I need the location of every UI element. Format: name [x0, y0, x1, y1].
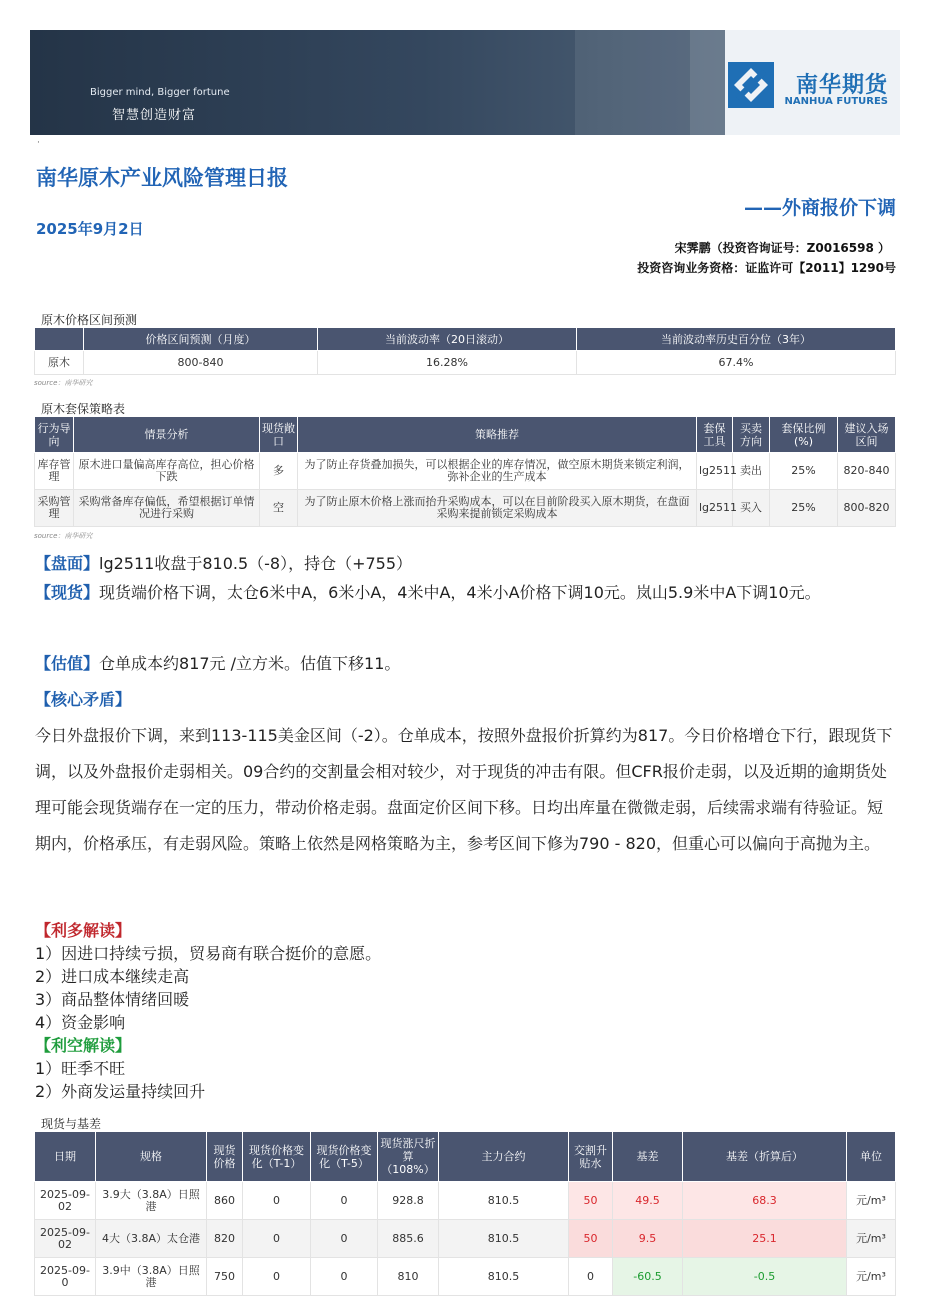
header-banner — [30, 30, 900, 135]
valuation-text: 仓单成本约817元 /立方米。估值下移11。 — [99, 654, 401, 673]
table-cell: 25.1 — [683, 1220, 847, 1258]
table-cell: 0 — [243, 1220, 311, 1258]
table-cell: 885.6 — [378, 1220, 439, 1258]
table-header: 现货价格变化（T-5） — [311, 1132, 378, 1182]
table-row — [35, 490, 896, 527]
table-header: 交割升贴水 — [569, 1132, 613, 1182]
table-cell: 卖出 — [733, 453, 770, 490]
table-cell: 3.9中（3.8A）日照港 — [96, 1258, 207, 1296]
source-note: source：南华研究 — [34, 532, 93, 540]
table-cell: 928.8 — [378, 1182, 439, 1220]
list-item: 4）资金影响 — [35, 1013, 126, 1032]
table-header — [35, 328, 84, 351]
table-cell: 元/m³ — [847, 1220, 896, 1258]
table-header: 情景分析 — [74, 417, 260, 453]
table-header: 建议入场区间 — [838, 417, 896, 453]
table3-label: 现货与基差 — [41, 1117, 102, 1131]
table-row — [35, 1258, 896, 1296]
table-row — [35, 351, 896, 375]
table-cell: 2025-09-02 — [35, 1182, 96, 1220]
table-header: 现货价格 — [207, 1132, 243, 1182]
spot-basis-table — [34, 1131, 896, 1296]
valuation-section — [35, 646, 895, 682]
table-cell: 0 — [243, 1182, 311, 1220]
table-cell: 49.5 — [613, 1182, 683, 1220]
table1-label: 原木价格区间预测 — [41, 313, 138, 327]
table-header: 套保比例(%) — [770, 417, 838, 453]
market-text: lg2511收盘于810.5（-8），持仓（+755） — [99, 554, 413, 573]
bullish-tag: 【利多解读】 — [35, 921, 132, 940]
table-header: 日期 — [35, 1132, 96, 1182]
separator-dot: · — [37, 138, 40, 148]
table-cell: 库存管理 — [35, 453, 74, 490]
table-cell: 800-840 — [84, 351, 318, 375]
table-header-row — [35, 1132, 896, 1182]
table-header: 现货涨尺折算（108%） — [378, 1132, 439, 1182]
table-cell: 50 — [569, 1182, 613, 1220]
table-cell: 810.5 — [439, 1258, 569, 1296]
table-cell: 0 — [311, 1182, 378, 1220]
table-cell: 0 — [569, 1258, 613, 1296]
table-cell: 67.4% — [577, 351, 896, 375]
table-cell: 16.28% — [318, 351, 577, 375]
table-cell: 0 — [243, 1258, 311, 1296]
table-cell: 3.9大（3.8A）日照港 — [96, 1182, 207, 1220]
table-header-row — [35, 328, 896, 351]
table-cell: 4大（3.8A）太仓港 — [96, 1220, 207, 1258]
table-cell: 原木 — [35, 351, 84, 375]
table-row — [35, 1220, 896, 1258]
table-cell: 空 — [260, 490, 298, 527]
table-row — [35, 1182, 896, 1220]
table-cell: 860 — [207, 1182, 243, 1220]
list-item: 1）旺季不旺 — [35, 1059, 126, 1078]
spot-section — [35, 574, 895, 611]
table-cell: 820 — [207, 1220, 243, 1258]
logo-text-en: NANHUA FUTURES — [784, 96, 888, 107]
core-tag-line — [35, 682, 895, 718]
table-cell: 750 — [207, 1258, 243, 1296]
table-cell: 采购常备库存偏低，希望根据订单情况进行采购 — [74, 490, 260, 527]
table-cell: 为了防止原木价格上涨而抬升采购成本，可以在目前阶段买入原木期货，在盘面采购来提前锁定采购成本 — [298, 490, 697, 527]
table-header: 现货价格变化（T-1） — [243, 1132, 311, 1182]
license-line: 投资咨询业务资格：证监许可【2011】1290号 — [637, 261, 896, 275]
table2-label: 原木套保策略表 — [41, 402, 126, 416]
table-cell: 9.5 — [613, 1220, 683, 1258]
list-item: 2）外商发运量持续回升 — [35, 1082, 206, 1101]
table-header-row — [35, 417, 896, 453]
section-tag-spot: 【现货】 — [35, 583, 100, 602]
table-cell: 50 — [569, 1220, 613, 1258]
table-cell: 68.3 — [683, 1182, 847, 1220]
table-cell: 为了防止存货叠加损失，可以根据企业的库存情况，做空原木期货来锁定利润，弥补企业的生产成本 — [298, 453, 697, 490]
table-header: 行为导向 — [35, 417, 74, 453]
list-item: 3）商品整体情绪回暖 — [35, 990, 190, 1009]
bearish-tag: 【利空解读】 — [35, 1036, 132, 1055]
table-cell: -60.5 — [613, 1258, 683, 1296]
table-cell: 0 — [311, 1220, 378, 1258]
report-title: 南华原木产业风险管理日报 — [36, 166, 288, 190]
table-header: 单位 — [847, 1132, 896, 1182]
table-cell: 元/m³ — [847, 1258, 896, 1296]
table-header: 主力合约 — [439, 1132, 569, 1182]
list-item: 2）进口成本继续走高 — [35, 967, 190, 986]
table-header: 当前波动率（20日滚动） — [318, 328, 577, 351]
table-header: 基差（折算后） — [683, 1132, 847, 1182]
table-cell: 25% — [770, 453, 838, 490]
table-header: 买卖方向 — [733, 417, 770, 453]
table-cell: 810 — [378, 1258, 439, 1296]
section-tag-market: 【盘面】 — [35, 554, 100, 573]
logo-area — [725, 30, 900, 135]
table-header: 价格区间预测（月度） — [84, 328, 318, 351]
table-row — [35, 453, 896, 490]
section-tag-valuation: 【估值】 — [35, 654, 100, 673]
table-cell: 800-820 — [838, 490, 896, 527]
table-header: 策略推荐 — [298, 417, 697, 453]
logo-text-cn: 南华期货 — [795, 73, 888, 98]
spot-text: 现货端价格下调，太仓6米中A，6米小A，4米中A，4米小A价格下调10元。岚山5.9米中A下调10元。 — [99, 583, 821, 602]
author-line: 宋霁鹏（投资咨询证号：Z0016598 ） — [674, 241, 890, 255]
list-item: 1）因进口持续亏损，贸易商有联合挺价的意愿。 — [35, 944, 382, 963]
table-cell: 采购管理 — [35, 490, 74, 527]
report-subtitle: ——外商报价下调 — [743, 197, 896, 219]
core-analysis-text: 今日外盘报价下调，来到113-115美金区间（-2）。仓单成本，按照外盘报价折算约为817。今日价格增仓下行，跟现货下调，以及外盘报价走弱相关。09合约的交割量会相对较少，对于现货的冲击有限。但CFR报价走弱，以及近期的逾期货处理可能会现货端存在一定的压力，带动价格走弱。盘面定价区间下移。日均出库量在微微走弱，后续需求端有待验证。短期内，价格承压，有走弱风险。策略上依然是网格策略为主，参考区间下修为790 - 820，但重心可以偏向于高抛为主。 — [35, 726, 893, 853]
nanhua-logo-icon — [728, 62, 774, 108]
table-cell: 810.5 — [439, 1182, 569, 1220]
table-cell: 元/m³ — [847, 1182, 896, 1220]
table-cell: 多 — [260, 453, 298, 490]
slogan-en: Bigger mind, Bigger fortune — [90, 87, 230, 98]
table-cell: lg2511 — [697, 490, 733, 527]
table-header: 规格 — [96, 1132, 207, 1182]
table-cell: 810.5 — [439, 1220, 569, 1258]
report-date: 2025年9月2日 — [36, 220, 144, 238]
section-tag-core: 【核心矛盾】 — [35, 690, 132, 709]
table-header: 当前波动率历史百分位（3年） — [577, 328, 896, 351]
table-header: 现货敞口 — [260, 417, 298, 453]
table-cell: -0.5 — [683, 1258, 847, 1296]
table-cell: lg2511 — [697, 453, 733, 490]
table-cell: 原木进口量偏高库存高位，担心价格下跌 — [74, 453, 260, 490]
table-cell: 820-840 — [838, 453, 896, 490]
table-cell: 2025-09-0 — [35, 1258, 96, 1296]
table-cell: 25% — [770, 490, 838, 527]
table-header: 基差 — [613, 1132, 683, 1182]
table-header: 套保工具 — [697, 417, 733, 453]
price-range-table — [34, 327, 896, 375]
slogan-cn: 智慧创造财富 — [112, 108, 197, 123]
table-cell: 2025-09-02 — [35, 1220, 96, 1258]
table-cell: 0 — [311, 1258, 378, 1296]
hedging-strategy-table — [34, 416, 896, 527]
table-cell: 买入 — [733, 490, 770, 527]
source-note: source：南华研究 — [34, 379, 93, 387]
bullish-list — [35, 919, 635, 1103]
